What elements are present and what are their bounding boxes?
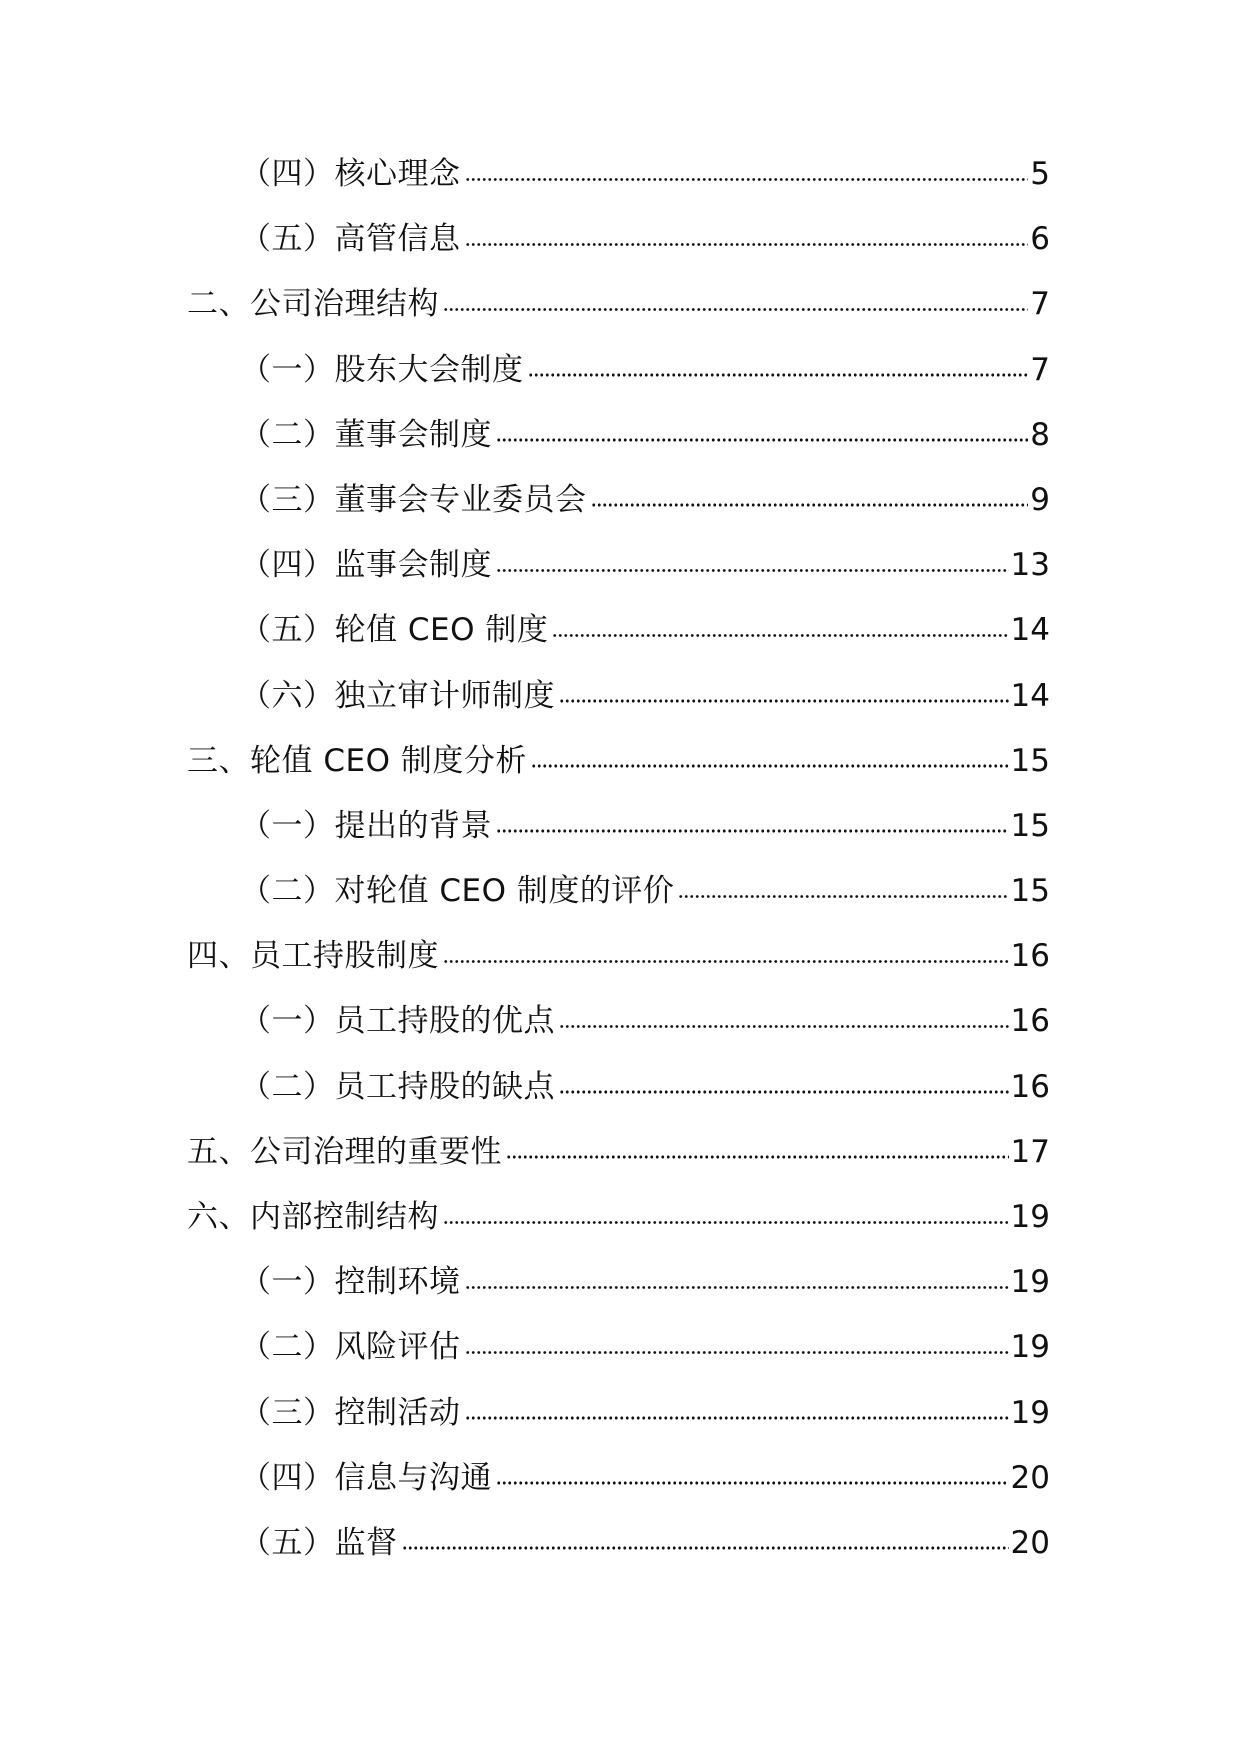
toc-page-number: 17: [1010, 1133, 1050, 1170]
toc-entry[interactable]: [0, 806, 1241, 871]
toc-entry-title: （一）提出的背景: [240, 807, 492, 844]
toc-entry[interactable]: [0, 1001, 1241, 1066]
toc-section-title: 四、员工持股制度: [187, 938, 439, 975]
toc-entry[interactable]: [0, 1458, 1241, 1523]
toc-page-number: 20: [1010, 1459, 1050, 1496]
dot-leader: [559, 676, 1009, 704]
toc-page-number: 9: [1030, 481, 1050, 518]
toc-page-number: 14: [1010, 612, 1050, 649]
toc-page-number: 5: [1030, 156, 1050, 192]
toc-page-number: 15: [1010, 807, 1050, 844]
toc-entry[interactable]: [0, 610, 1241, 675]
toc-page-number: 13: [1010, 547, 1050, 584]
toc-entry[interactable]: [0, 1393, 1241, 1458]
toc-entry[interactable]: [0, 936, 1241, 1001]
dot-leader: [559, 1001, 1009, 1029]
toc-entry-title: （三）董事会专业委员会: [240, 481, 587, 518]
dot-leader: [559, 1067, 1009, 1095]
dot-leader: [465, 1393, 1009, 1421]
toc-entry-title: （二）对轮值 CEO 制度的评价: [240, 873, 675, 910]
toc-page-number: 20: [1010, 1524, 1050, 1561]
toc-entry[interactable]: [0, 415, 1241, 480]
toc-entry[interactable]: [0, 741, 1241, 806]
toc-entry[interactable]: [0, 676, 1241, 741]
dot-leader: [443, 1197, 1009, 1225]
dot-leader: [531, 741, 1009, 769]
toc-entry-title: （一）员工持股的优点: [240, 1003, 555, 1040]
toc-page-number: 15: [1010, 742, 1050, 779]
toc-entry-title: （三）控制活动: [240, 1394, 461, 1431]
toc-section-title: 五、公司治理的重要性: [187, 1133, 502, 1170]
toc-page-number: 16: [1010, 1003, 1050, 1040]
toc-section-title: 三、轮值 CEO 制度分析: [187, 742, 527, 779]
toc-entry[interactable]: [0, 284, 1241, 349]
dot-leader: [402, 1523, 1009, 1551]
toc-entry-title: （四）核心理念: [240, 156, 461, 192]
dot-leader: [465, 1327, 1009, 1355]
toc-entry[interactable]: [0, 1132, 1241, 1197]
toc-entry[interactable]: [0, 1067, 1241, 1132]
toc-entry-title: （一）股东大会制度: [240, 351, 524, 388]
dot-leader: [465, 154, 1029, 182]
toc-entry[interactable]: [0, 154, 1241, 219]
toc-page-number: 16: [1010, 1068, 1050, 1105]
toc-entry[interactable]: [0, 480, 1241, 545]
dot-leader: [443, 936, 1009, 964]
dot-leader: [496, 415, 1028, 443]
toc-page-number: 7: [1030, 351, 1050, 388]
toc-entry-title: （五）轮值 CEO 制度: [240, 612, 549, 649]
toc-entry[interactable]: [0, 1197, 1241, 1262]
toc-page-number: 7: [1030, 286, 1050, 323]
toc-entry[interactable]: [0, 350, 1241, 415]
toc-page-number: 16: [1010, 938, 1050, 975]
dot-leader: [552, 610, 1008, 638]
toc-section-title: 二、公司治理结构: [187, 286, 439, 323]
toc-entry-title: （四）信息与沟通: [240, 1459, 492, 1496]
toc-page-number: 6: [1030, 221, 1050, 258]
toc-page-number: 19: [1010, 1264, 1050, 1301]
toc-page-number: 19: [1010, 1329, 1050, 1366]
dot-leader: [591, 480, 1029, 508]
toc-page-number: 19: [1010, 1394, 1050, 1431]
toc-entry-title: （二）董事会制度: [240, 416, 492, 453]
toc-entry[interactable]: [0, 1327, 1241, 1392]
dot-leader: [443, 284, 1028, 312]
dot-leader: [678, 871, 1008, 899]
toc-entry-title: （二）员工持股的缺点: [240, 1068, 555, 1105]
table-of-contents: [0, 154, 1241, 1588]
toc-entry-title: （五）高管信息: [240, 221, 461, 258]
toc-page-number: 14: [1010, 677, 1050, 714]
toc-entry-title: （二）风险评估: [240, 1329, 461, 1366]
toc-section-title: 六、内部控制结构: [187, 1199, 439, 1235]
dot-leader: [465, 219, 1029, 247]
toc-entry-title: （六）独立审计师制度: [240, 677, 555, 714]
dot-leader: [496, 806, 1009, 834]
toc-page-number: 8: [1030, 416, 1050, 453]
dot-leader: [528, 350, 1029, 378]
toc-entry-title: （一）控制环境: [240, 1264, 461, 1301]
toc-page-number: 15: [1010, 873, 1050, 910]
dot-leader: [496, 545, 1009, 573]
dot-leader: [506, 1132, 1009, 1160]
toc-entry-title: （五）监督: [240, 1524, 398, 1561]
toc-entry[interactable]: [0, 1523, 1241, 1588]
toc-page-number: 19: [1010, 1199, 1050, 1235]
dot-leader: [465, 1262, 1009, 1290]
toc-entry[interactable]: [0, 219, 1241, 284]
toc-entry-title: （四）监事会制度: [240, 547, 492, 584]
toc-entry[interactable]: [0, 1262, 1241, 1327]
toc-entry[interactable]: [0, 545, 1241, 610]
dot-leader: [496, 1458, 1009, 1486]
toc-entry[interactable]: [0, 871, 1241, 936]
